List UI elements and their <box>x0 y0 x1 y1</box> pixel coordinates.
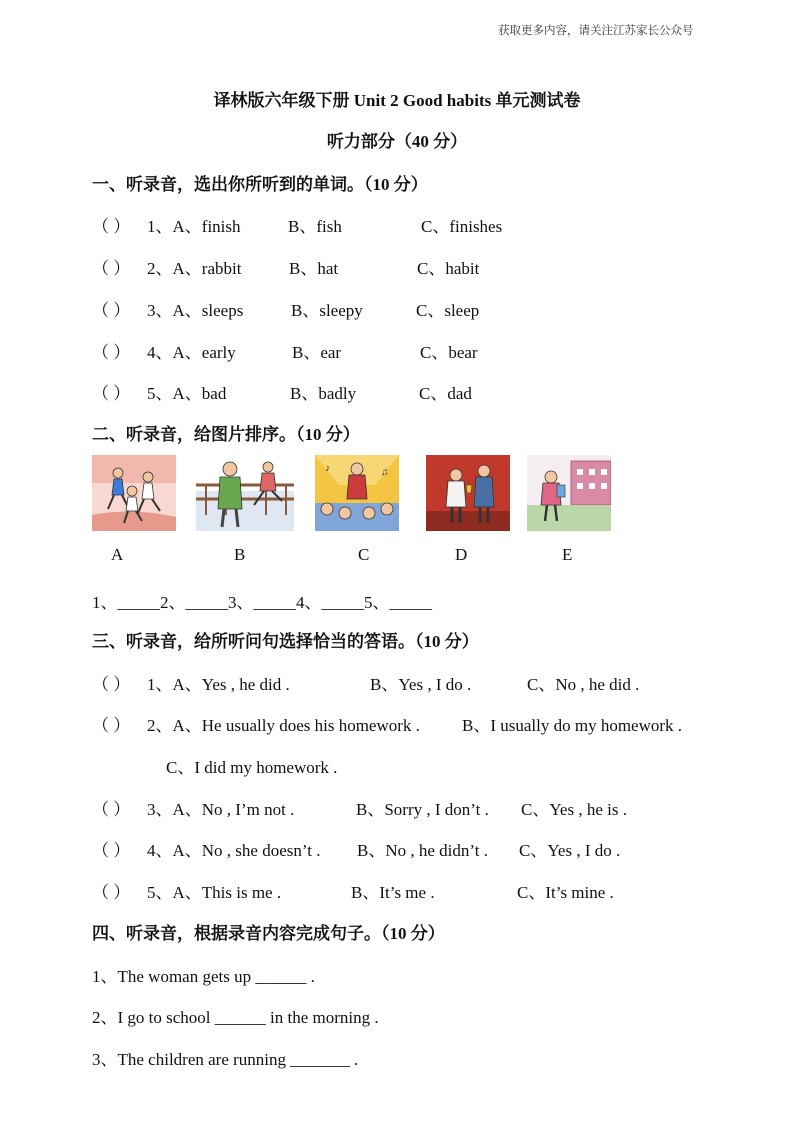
s1-q3-option-b: B、sleepy <box>291 301 363 320</box>
s3-q2-bracket[interactable]: （ ） <box>92 716 131 735</box>
s1-q4-option-a: 4、A、early <box>147 343 236 362</box>
section2-heading: 二、听录音，给图片排序。（10 分） <box>92 425 360 444</box>
s3-q5-option-c: C、It’s mine . <box>517 883 614 902</box>
s3-q5-option-b: B、It’s me . <box>351 883 435 902</box>
s1-q1-bracket[interactable]: （ ） <box>92 217 131 236</box>
s3-q3-option-c: C、Yes , he is . <box>521 800 627 819</box>
s3-q3-bracket[interactable]: （ ） <box>92 800 131 819</box>
section4-heading: 四、听录音，根据录音内容完成句子。（10 分） <box>92 924 445 943</box>
header-note: 获取更多内容，请关注江苏家长公众号 <box>498 25 694 37</box>
picture-label-e: E <box>562 545 573 564</box>
picture-label-c: C <box>358 545 370 564</box>
picture-label-a: A <box>111 545 124 564</box>
section1-heading: 一、听录音，选出你所听到的单词。（10 分） <box>92 175 428 194</box>
award-ceremony-picture <box>426 455 510 531</box>
s3-q3-option-b: B、Sorry , I don’t . <box>356 800 489 819</box>
s1-q3-option-c: C、sleep <box>416 301 480 320</box>
s1-q5-bracket[interactable]: （ ） <box>92 384 131 403</box>
s1-q2-option-a: 2、A、rabbit <box>147 259 242 278</box>
s3-q4-option-a: 4、A、No , she doesn’t . <box>147 841 321 860</box>
s1-q5-option-c: C、dad <box>419 384 472 403</box>
s1-q2-bracket[interactable]: （ ） <box>92 259 131 278</box>
picture-label-b: B <box>234 545 246 564</box>
s3-q4-option-c: C、Yes , I do . <box>519 841 621 860</box>
s3-q4-bracket[interactable]: （ ） <box>92 841 131 860</box>
svg-text:♫: ♫ <box>381 467 389 478</box>
s3-q2-option-c: C、I did my homework . <box>166 758 338 777</box>
s1-q1-option-c: C、finishes <box>421 217 503 236</box>
s3-q5-option-a: 5、A、This is me . <box>147 883 282 902</box>
s1-q2-option-c: C、habit <box>417 259 480 278</box>
section3-heading: 三、听录音，给所听问句选择恰当的答语。（10 分） <box>92 632 479 651</box>
s1-q5-option-b: B、badly <box>290 384 357 403</box>
singer-on-stage-picture <box>315 455 399 531</box>
s1-q3-option-a: 3、A、sleeps <box>147 301 244 320</box>
s3-q3-option-a: 3、A、No , I’m not . <box>147 800 295 819</box>
page-subtitle: 听力部分（40 分） <box>326 132 468 151</box>
s4-sentence-3[interactable]: 3、The children are running _______ . <box>92 1050 359 1069</box>
picture-order-answer-line[interactable]: 1、_____2、_____3、_____4、_____5、_____ <box>92 593 432 612</box>
s1-q1-option-b: B、fish <box>288 217 342 236</box>
s3-q1-option-b: B、Yes , I do . <box>370 675 472 694</box>
s4-sentence-2[interactable]: 2、I go to school ______ in the morning . <box>92 1008 379 1027</box>
girl-going-to-school-picture <box>527 455 611 531</box>
picture-label-d: D <box>455 545 468 564</box>
s3-q1-option-c: C、No , he did . <box>527 675 640 694</box>
page-title: 译林版六年级下册 Unit 2 Good habits 单元测试卷 <box>213 91 581 110</box>
s1-q1-option-a: 1、A、finish <box>147 217 241 236</box>
s3-q5-bracket[interactable]: （ ） <box>92 883 131 902</box>
s3-q2-option-b: B、I usually do my homework . <box>462 716 683 735</box>
s3-q4-option-b: B、No , he didn’t . <box>357 841 488 860</box>
s1-q2-option-b: B、hat <box>289 259 339 278</box>
running-children-picture <box>92 455 176 531</box>
s4-sentence-1[interactable]: 1、The woman gets up ______ . <box>92 967 315 986</box>
s3-q1-option-a: 1、A、Yes , he did . <box>147 675 290 694</box>
s1-q4-bracket[interactable]: （ ） <box>92 343 131 362</box>
s1-q3-bracket[interactable]: （ ） <box>92 301 131 320</box>
s1-q4-option-b: B、ear <box>292 343 342 362</box>
s3-q2-option-a: 2、A、He usually does his homework . <box>147 716 420 735</box>
svg-text:♪: ♪ <box>325 463 330 474</box>
old-man-and-running-boy-picture <box>196 455 294 531</box>
s3-q1-bracket[interactable]: （ ） <box>92 675 131 694</box>
s1-q5-option-a: 5、A、bad <box>147 384 227 403</box>
s1-q4-option-c: C、bear <box>420 343 478 362</box>
